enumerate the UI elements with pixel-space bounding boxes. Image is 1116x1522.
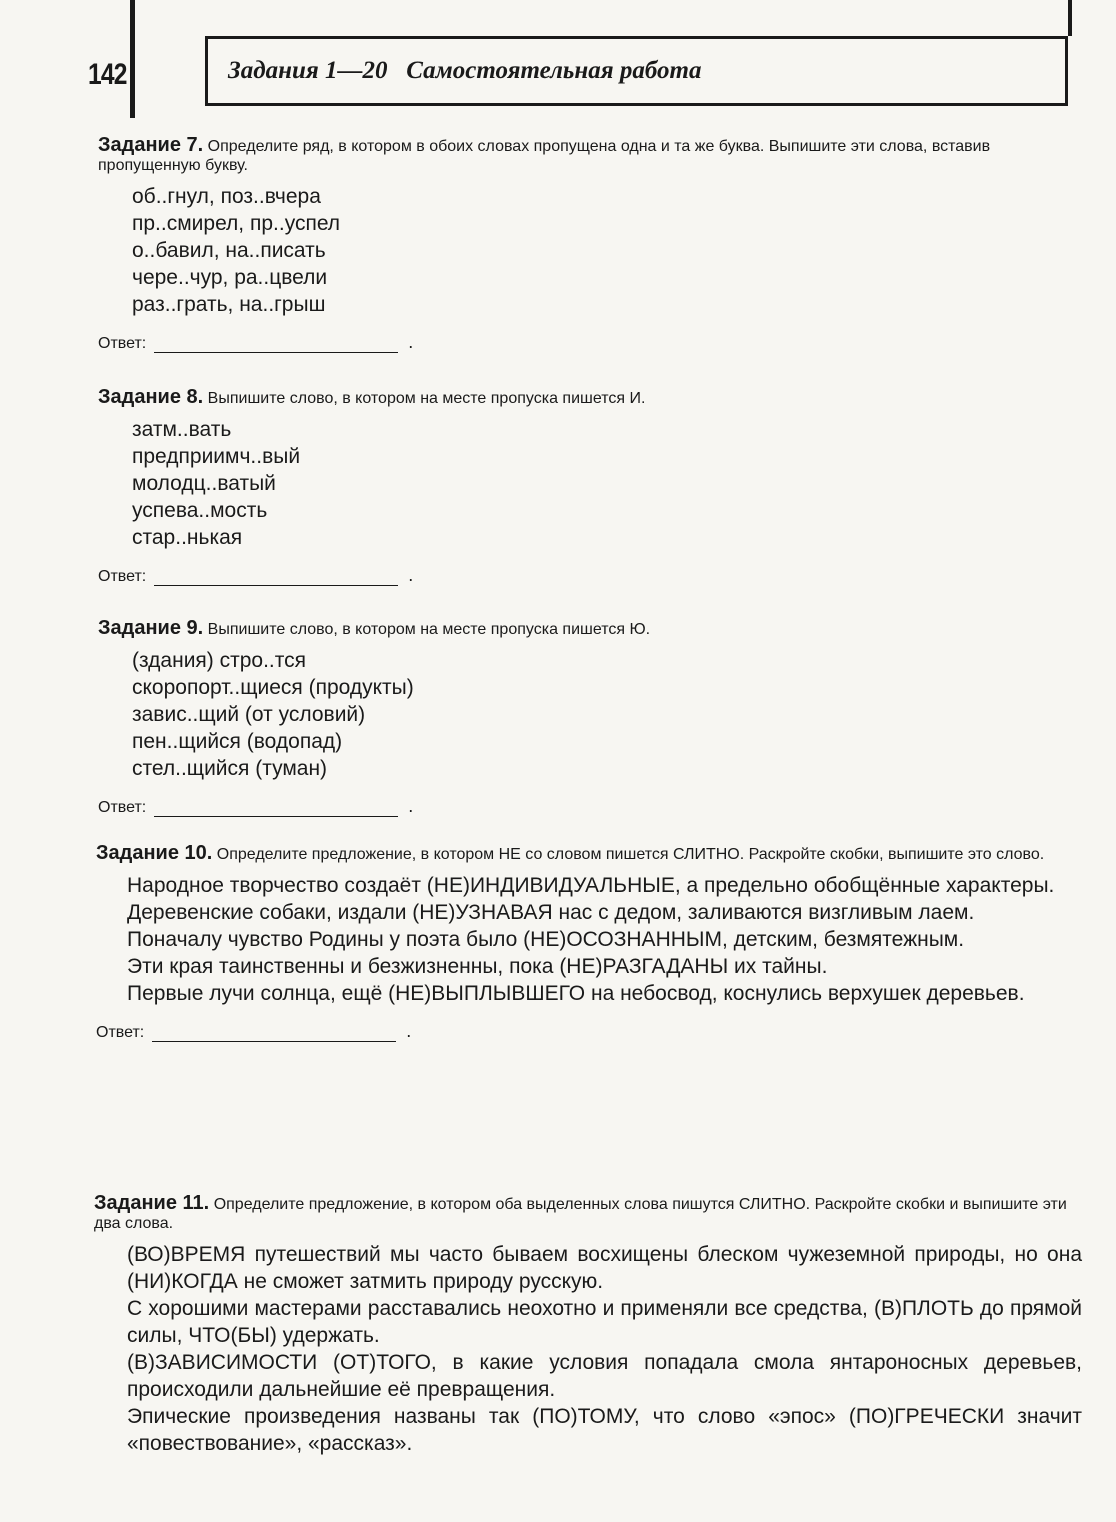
task-instruction: Выпишите слово, в котором на месте пропуска пишется И. <box>207 390 646 407</box>
answer-label: Ответ: <box>98 799 147 816</box>
answer-row <box>98 565 1086 586</box>
option-item: Поначалу чувство Родины у поэта было (НЕ)ОСОЗНАННЫМ, детским, безмятежным. <box>127 928 965 951</box>
answer-row <box>98 796 1086 817</box>
task-instruction: Определите предложение, в котором НЕ со словом пишется СЛИТНО. Раскройте скобки, выпишите это слово. <box>216 846 1045 863</box>
header-rule <box>1068 0 1072 36</box>
option-list <box>132 183 1086 318</box>
answer-label: Ответ: <box>98 568 147 585</box>
task-label: Задание 10. <box>96 842 213 864</box>
task-instruction: Выпишите слово, в котором на месте пропуска пишется Ю. <box>207 621 651 638</box>
option-item: затм..вать <box>132 418 232 441</box>
option-item: пр..смирел, пр..успел <box>132 212 341 235</box>
task-8 <box>98 388 1086 586</box>
task-label: Задание 8. <box>98 386 204 408</box>
option-item: успева..мость <box>132 499 268 522</box>
option-item: С хорошими мастерами расставались неохотно и применяли все средства, (В)ПЛОТЬ до прямой силы, ЧТО(БЫ) удержать. <box>127 1297 1082 1347</box>
margin-rule <box>130 0 135 118</box>
answer-end: . <box>408 565 414 585</box>
answer-field[interactable] <box>154 802 398 817</box>
option-list <box>127 1241 1082 1457</box>
option-item: Деревенские собаки, издали (НЕ)УЗНАВАЯ нас с дедом, заливаются визгливым лаем. <box>127 901 975 924</box>
answer-label: Ответ: <box>96 1024 145 1041</box>
option-item: завис..щий (от условий) <box>132 703 366 726</box>
option-item: стар..нькая <box>132 526 243 549</box>
option-item: Эти края таинственны и безжизненны, пока (НЕ)РАЗГАДАНЫ их тайны. <box>127 955 828 978</box>
option-item: предприимч..вый <box>132 445 301 468</box>
option-item: об..гнул, поз..вчера <box>132 185 321 208</box>
answer-field[interactable] <box>152 1027 396 1042</box>
option-list <box>127 872 1084 1007</box>
option-item: (В)ЗАВИСИМОСТИ (ОТ)ТОГО, в какие условия попадала смола янтароносных деревьев, происходили дальнейшие её превращения. <box>127 1351 1082 1401</box>
option-item: (ВО)ВРЕМЯ путешествий мы часто бываем восхищены блеском чужеземной природы, но она (НИ)КОГДА не сможет затмить природу русскую. <box>127 1243 1082 1293</box>
option-list <box>132 416 1086 551</box>
option-item: раз..грать, на..грыш <box>132 293 326 316</box>
option-list <box>132 647 1086 782</box>
section-title: Задания 1—20 Самостоятельная работа <box>228 57 702 84</box>
section-header <box>205 36 1068 106</box>
answer-end: . <box>408 796 414 816</box>
option-item: молодц..ватый <box>132 472 276 495</box>
option-item: пен..щийся (водопад) <box>132 730 343 753</box>
answer-end: . <box>408 332 414 352</box>
task-instruction: Определите предложение, в котором оба выделенных слова пишутся СЛИТНО. Раскройте скобки и выпишите эти два слова. <box>94 1196 1067 1232</box>
task-label: Задание 11. <box>94 1192 210 1214</box>
option-item: о..бавил, на..писать <box>132 239 326 262</box>
task-10 <box>96 844 1084 1042</box>
task-instruction: Определите ряд, в котором в обоих словах пропущена одна и та же буква. Выпишите эти слова, вставив пропущенную букву. <box>98 138 991 174</box>
option-item: стел..щийся (туман) <box>132 757 328 780</box>
task-11 <box>94 1194 1082 1457</box>
option-item: скоропорт..щиеся (продукты) <box>132 676 414 699</box>
answer-row <box>96 1021 1084 1042</box>
answer-row <box>98 332 1086 353</box>
option-item: чере..чур, ра..цвели <box>132 266 328 289</box>
answer-end: . <box>406 1021 412 1041</box>
answer-label: Ответ: <box>98 335 147 352</box>
task-label: Задание 9. <box>98 617 204 639</box>
task-label: Задание 7. <box>98 134 204 156</box>
option-item: Первые лучи солнца, ещё (НЕ)ВЫПЛЫВШЕГО на небосвод, коснулись верхушек деревьев. <box>127 982 1025 1005</box>
option-item: Народное творчество создаёт (НЕ)ИНДИВИДУАЛЬНЫЕ, а предельно обобщённые характеры. <box>127 874 1055 897</box>
task-7 <box>98 136 1086 353</box>
option-item: (здания) стро..тся <box>132 649 307 672</box>
answer-field[interactable] <box>154 571 398 586</box>
task-9 <box>98 619 1086 817</box>
page-number: 142 <box>88 58 127 91</box>
answer-field[interactable] <box>154 338 398 353</box>
option-item: Эпические произведения названы так (ПО)ТОМУ, что слово «эпос» (ПО)ГРЕЧЕСКИ значит «повествование», «рассказ». <box>127 1405 1082 1455</box>
